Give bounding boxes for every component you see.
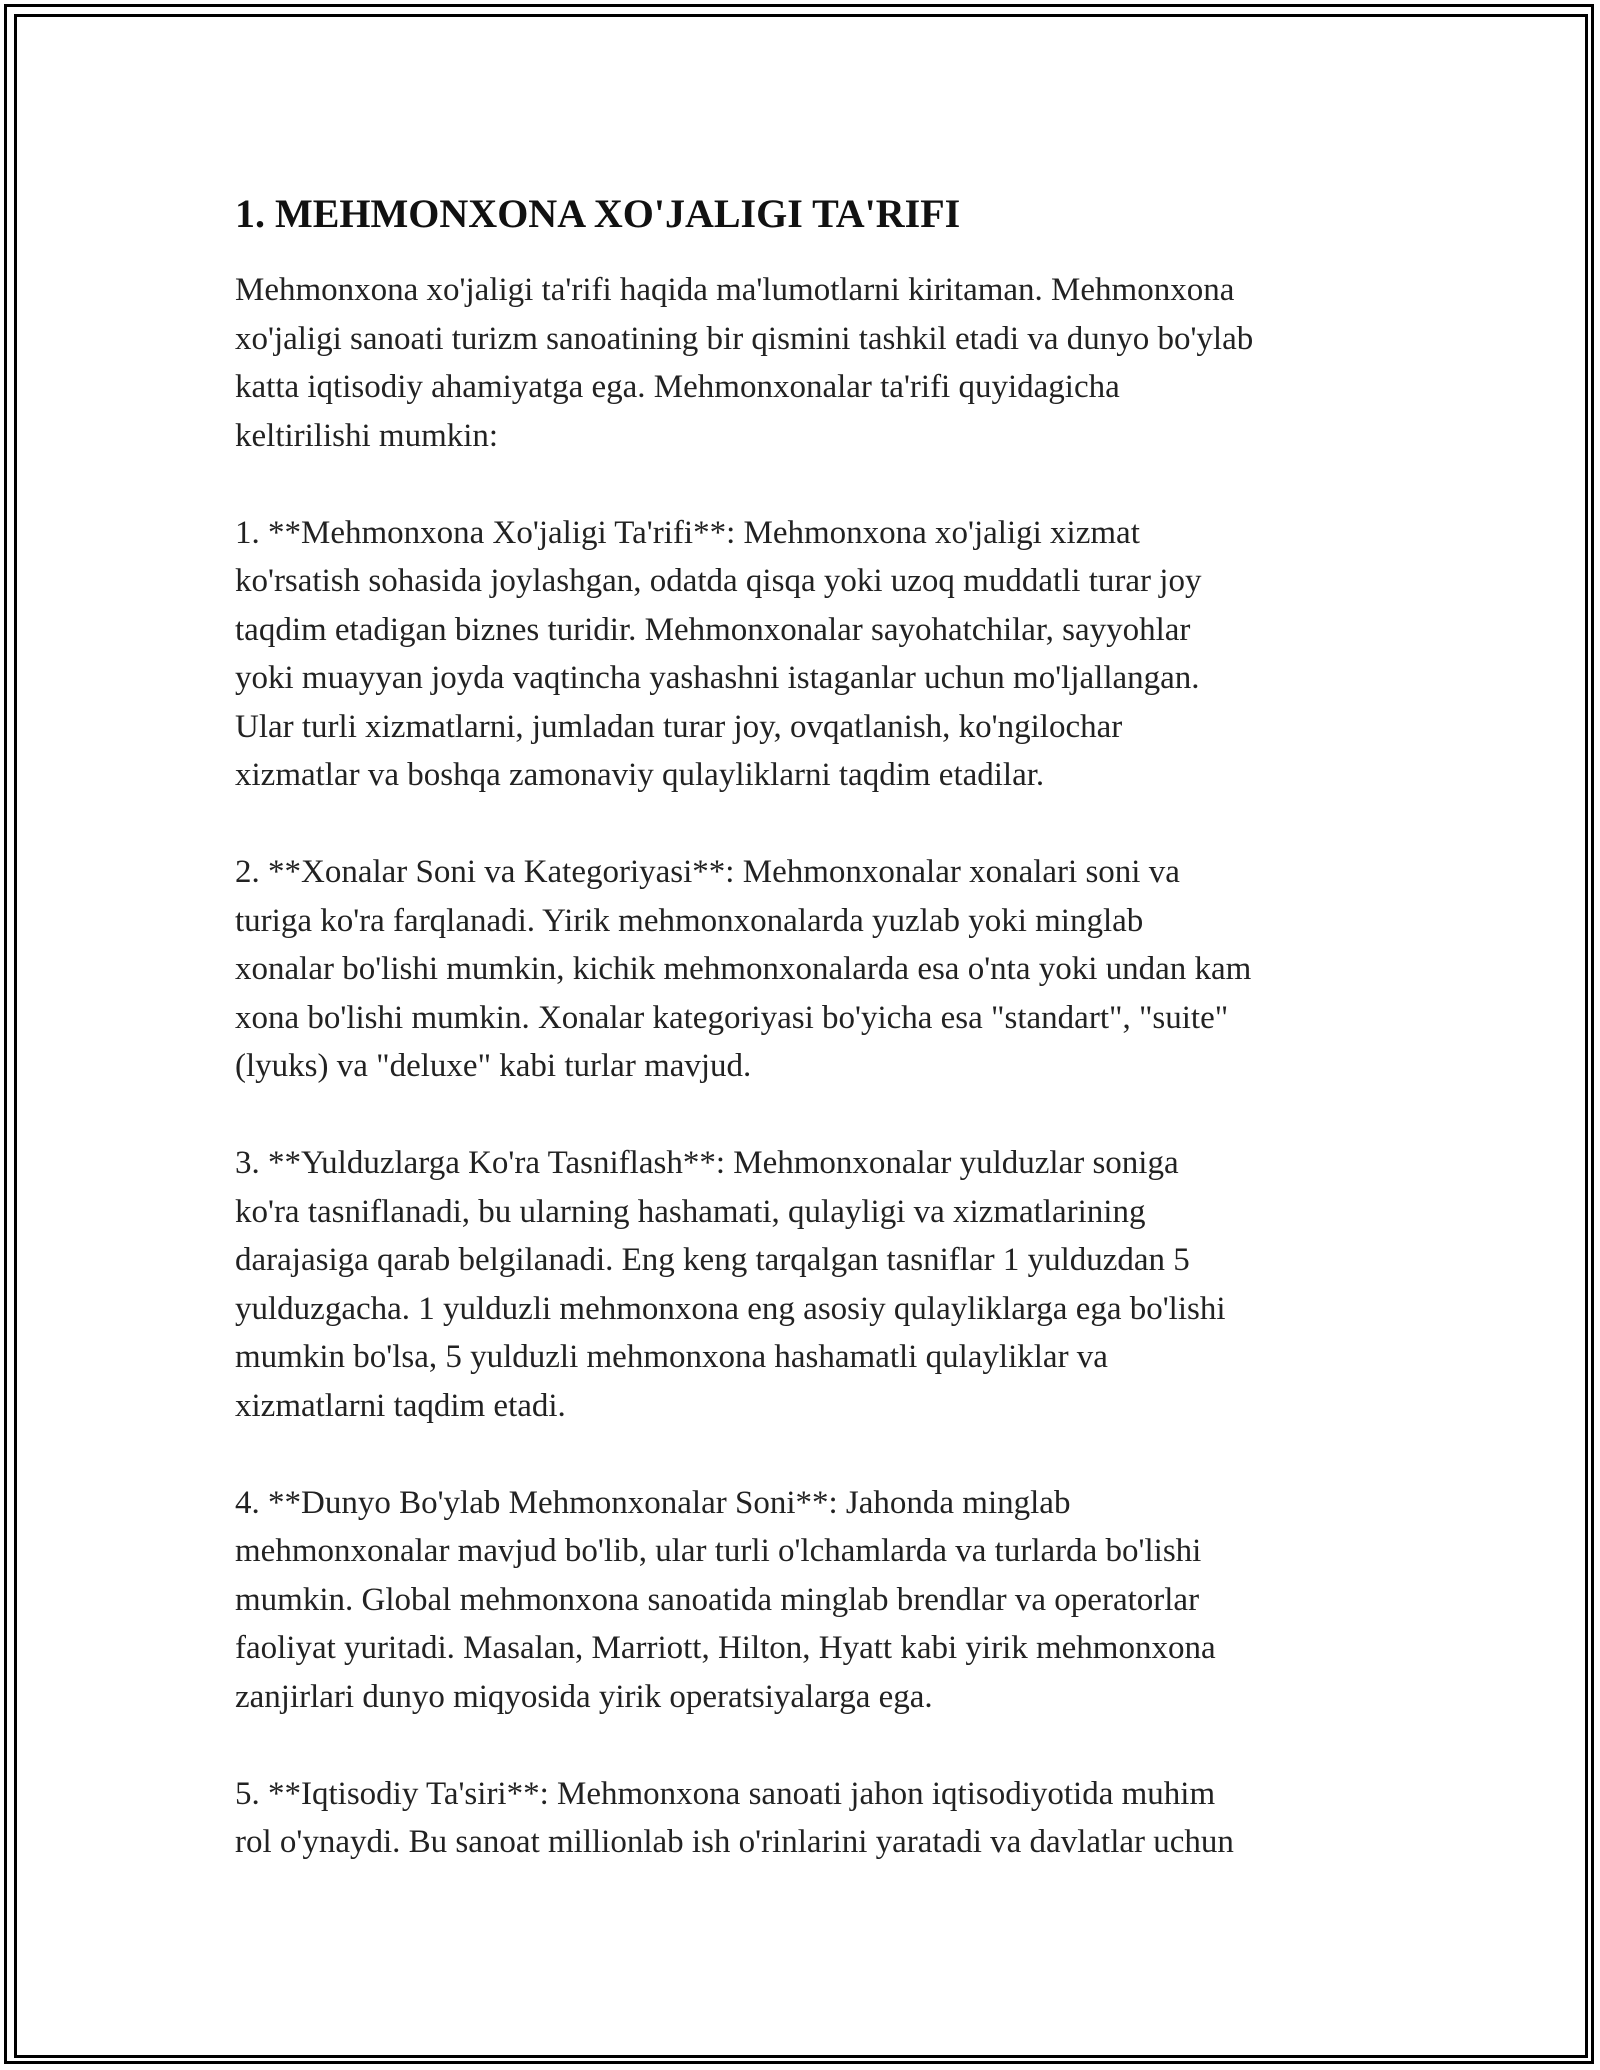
paragraph-item-4: 4. **Dunyo Bo'ylab Mehmonxonalar Soni**: Jahonda minglab mehmonxonalar mavjud bo'lib, ular turli o'lchamlarda va turlarda bo'lishi mumkin. Global mehmonxona sanoatida minglab brendlar va operatorlar faoliyat yuritadi. Masalan, Marriott, Hilton, Hyatt kabi yirik mehmonxona zanjirlari dunyo miqyosida yirik operatsiyalarga ega. [235,1484,1216,1715]
paragraph-item-2: 2. **Xonalar Soni va Kategoriyasi**: Mehmonxonalar xonalari soni va turiga ko'ra farqlanadi. Yirik mehmonxonalarda yuzlab yoki minglab xonalar bo'lishi mumkin, kichik mehmonxonalarda esa o'nta yoki undan kam xona bo'lishi mumkin. Xonalar kategoriyasi bo'yicha esa "standart", "suite" (lyuks) va "deluxe" kabi turlar mavjud. [235,854,1252,1084]
intro-paragraph: Mehmonxona xo'jaligi ta'rifi haqida ma'lumotlarni kiritaman. Mehmonxona xo'jaligi sanoati turizm sanoatining bir qismini tashkil etadi va dunyo bo'ylab katta iqtisodiy ahamiyatga ega. Mehmonxonalar ta'rifi quyidagicha keltirilishi mumkin: [235,272,1254,454]
document-body [235,186,1415,1867]
paragraph-item-3: 3. **Yulduzlarga Ko'ra Tasniflash**: Mehmonxonalar yulduzlar soniga ko'ra tasniflanadi, bu ularning hashamati, qulayligi va xizmatlarining darajasiga qarab belgilanadi. Eng keng tarqalgan tasniflar 1 yulduzdan 5 yulduzgacha. 1 yulduzli mehmonxona eng asosiy qulayliklarga ega bo'lishi mumkin bo'lsa, 5 yulduzli mehmonxona hashamatli qulayliklar va xizmatlarni taqdim etadi. [235,1145,1226,1424]
document-heading: 1. MEHMONXONA XO'JALIGI TA'RIFI [235,191,961,236]
paragraph-item-5: 5. **Iqtisodiy Ta'siri**: Mehmonxona sanoati jahon iqtisodiyotida muhim rol o'ynaydi. Bu sanoat millionlab ish o'rinlarini yaratadi va davlatlar uchun [235,1775,1234,1860]
paragraph-item-1: 1. **Mehmonxona Xo'jaligi Ta'rifi**: Mehmonxona xo'jaligi xizmat ko'rsatish sohasida joylashgan, odatda qisqa yoki uzoq muddatli turar joy taqdim etadigan biznes turidir. Mehmonxonalar sayohatchilar, sayyohlar yoki muayyan joyda vaqtincha yashashni istaganlar uchun mo'ljallangan. Ular turli xizmatlarni, jumladan turar joy, ovqatlanish, ko'ngilochar xizmatlar va boshqa zamonaviy qulayliklarni taqdim etadilar. [235,514,1202,793]
